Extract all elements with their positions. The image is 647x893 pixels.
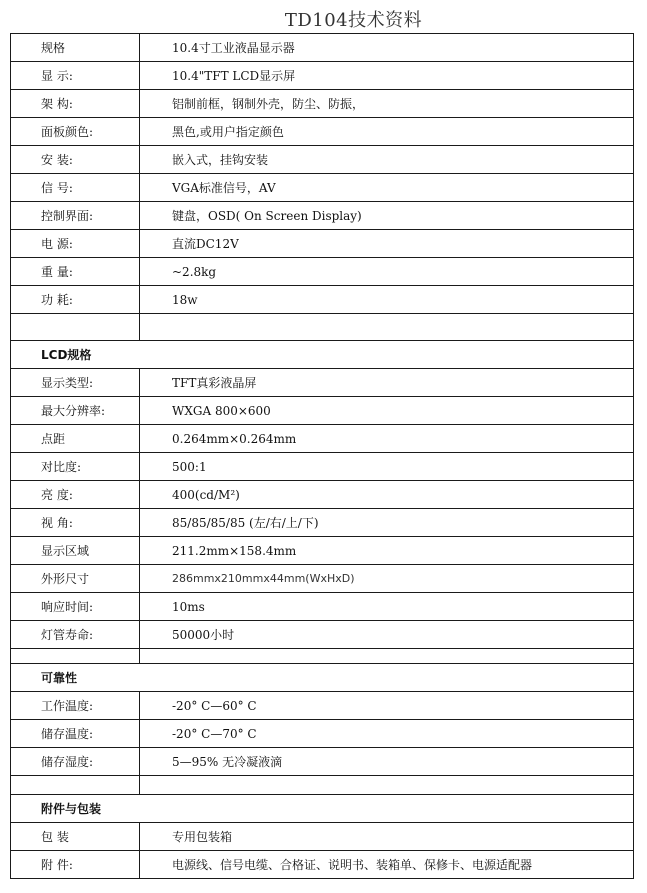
empty-row xyxy=(11,649,634,664)
empty-cell xyxy=(140,776,634,795)
spec-value: 50000小时 xyxy=(140,621,634,649)
spec-label: 信 号: xyxy=(11,174,140,202)
spec-label: 控制界面: xyxy=(11,202,140,230)
spec-label: 工作温度: xyxy=(11,692,140,720)
spec-value: 18w xyxy=(140,286,634,314)
spec-value: ~2.8kg xyxy=(140,258,634,286)
section-heading: 可靠性 xyxy=(11,664,634,692)
spec-value: 400(cd/M²) xyxy=(140,481,634,509)
spec-row-viewing-angle xyxy=(11,509,634,537)
spec-row-signal xyxy=(11,174,634,202)
spec-row-backlight-life xyxy=(11,621,634,649)
spec-value: -20° C—70° C xyxy=(140,720,634,748)
spec-row-power-supply xyxy=(11,230,634,258)
spec-value: WXGA 800×600 xyxy=(140,397,634,425)
spec-value: 500:1 xyxy=(140,453,634,481)
spec-row-dot-pitch xyxy=(11,425,634,453)
spec-value: 铝制前框，钢制外壳，防尘、防振， xyxy=(140,90,634,118)
spec-row-brightness xyxy=(11,481,634,509)
spec-value: 黑色,或用户指定颜色 xyxy=(140,118,634,146)
spec-row-packaging xyxy=(11,823,634,851)
spec-value: -20° C—60° C xyxy=(140,692,634,720)
spec-label: 对比度: xyxy=(11,453,140,481)
spec-label: 面板颜色: xyxy=(11,118,140,146)
spec-row-display xyxy=(11,62,634,90)
empty-row xyxy=(11,314,634,341)
spec-row-panel-color xyxy=(11,118,634,146)
spec-value: 0.264mm×0.264mm xyxy=(140,425,634,453)
spec-row-size xyxy=(11,34,634,62)
spec-row-response-time xyxy=(11,593,634,621)
document-title: TD104技术资料 xyxy=(284,10,423,31)
spec-row-storage-temp xyxy=(11,720,634,748)
spec-label: 附 件: xyxy=(11,851,140,879)
spec-label: 电 源: xyxy=(11,230,140,258)
section-heading-accessories xyxy=(11,795,634,823)
spec-value: 10.4"TFT LCD显示屏 xyxy=(140,62,634,90)
spec-label: 显示类型: xyxy=(11,369,140,397)
spec-row-display-area xyxy=(11,537,634,565)
spec-row-max-resolution xyxy=(11,397,634,425)
spec-value: 电源线、信号电缆、合格证、说明书、装箱单、保修卡、电源适配器 xyxy=(140,851,634,879)
spec-label: 响应时间: xyxy=(11,593,140,621)
spec-value: 286mmx210mmx44mm(WxHxD) xyxy=(140,565,634,593)
spec-label: 点距 xyxy=(11,425,140,453)
spec-row-power-consumption xyxy=(11,286,634,314)
spec-value: 键盘，OSD( On Screen Display) xyxy=(140,202,634,230)
spec-label: 视 角: xyxy=(11,509,140,537)
spec-row-control-interface xyxy=(11,202,634,230)
spec-label: 最大分辨率: xyxy=(11,397,140,425)
spec-value: 直流DC12V xyxy=(140,230,634,258)
spec-label: 储存湿度: xyxy=(11,748,140,776)
spec-label: 储存温度: xyxy=(11,720,140,748)
spec-row-dimensions xyxy=(11,565,634,593)
spec-label: 功 耗: xyxy=(11,286,140,314)
section-heading: LCD规格 xyxy=(11,341,634,369)
spec-value: 10ms xyxy=(140,593,634,621)
spec-label: 亮 度: xyxy=(11,481,140,509)
spec-value: 10.4寸工业液晶显示器 xyxy=(140,34,634,62)
spec-label: 安 装: xyxy=(11,146,140,174)
spec-value: 211.2mm×158.4mm xyxy=(140,537,634,565)
spec-value: 专用包装箱 xyxy=(140,823,634,851)
spec-row-operating-temp xyxy=(11,692,634,720)
spec-label: 包 装 xyxy=(11,823,140,851)
empty-cell xyxy=(140,314,634,341)
spec-row-mounting xyxy=(11,146,634,174)
spec-label: 架 构: xyxy=(11,90,140,118)
spec-label: 显示区域 xyxy=(11,537,140,565)
spec-value: VGA标准信号，AV xyxy=(140,174,634,202)
spec-label: 外形尺寸 xyxy=(11,565,140,593)
spec-label: 显 示: xyxy=(11,62,140,90)
section-heading: 附件与包装 xyxy=(11,795,634,823)
spec-row-contrast xyxy=(11,453,634,481)
spec-label: 规格 xyxy=(11,34,140,62)
empty-cell xyxy=(11,314,140,341)
spec-row-structure xyxy=(11,90,634,118)
spec-row-weight xyxy=(11,258,634,286)
spec-label: 重 量: xyxy=(11,258,140,286)
empty-cell xyxy=(11,776,140,795)
spec-value: TFT真彩液晶屏 xyxy=(140,369,634,397)
spec-value: 85/85/85/85 (左/右/上/下) xyxy=(140,509,634,537)
section-heading-lcd xyxy=(11,341,634,369)
spec-value: 嵌入式，挂钩安装 xyxy=(140,146,634,174)
spec-row-display-type xyxy=(11,369,634,397)
spec-label: 灯管寿命: xyxy=(11,621,140,649)
spec-value: 5—95% 无冷凝液滴 xyxy=(140,748,634,776)
spec-row-accessories xyxy=(11,851,634,879)
empty-cell xyxy=(11,649,140,664)
empty-cell xyxy=(140,649,634,664)
spec-row-storage-humidity xyxy=(11,748,634,776)
section-heading-reliability xyxy=(11,664,634,692)
empty-row xyxy=(11,776,634,795)
spec-table xyxy=(10,33,634,879)
